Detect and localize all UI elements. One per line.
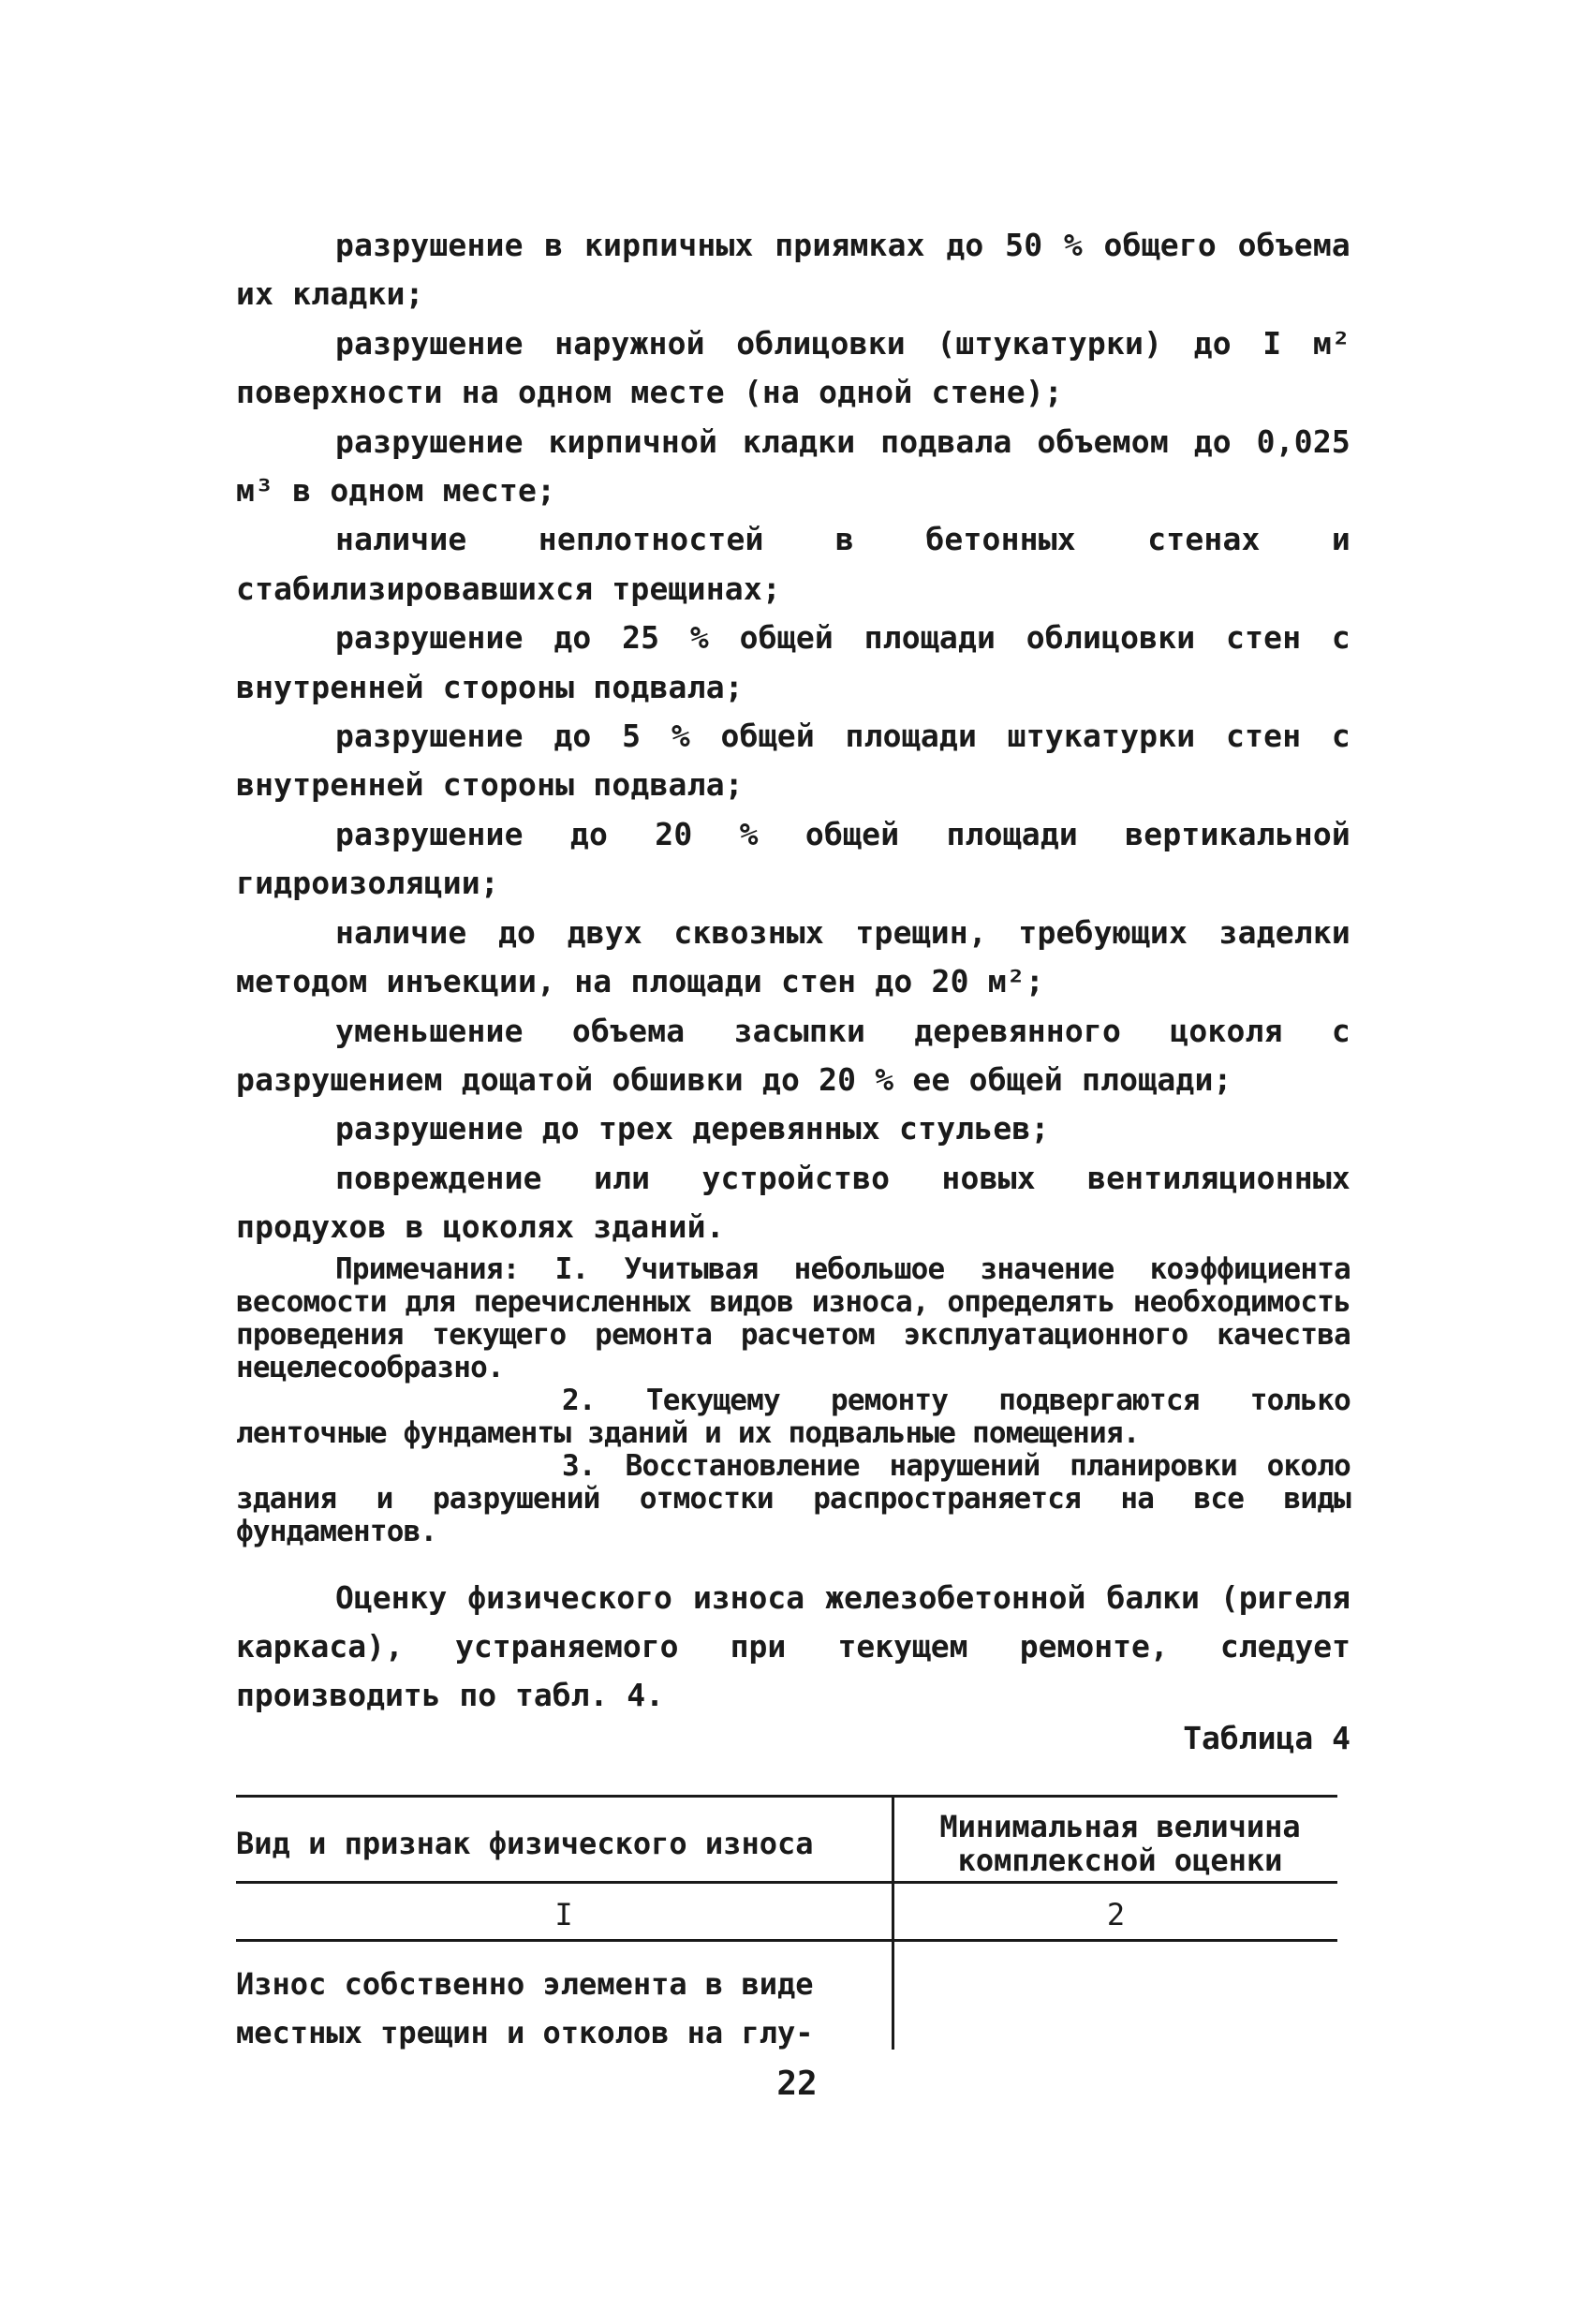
list-item: повреждение или устройство новых вентиляционных продухов в цоколях зданий. <box>236 1159 1350 1246</box>
table-row-1-col-1: Износ собственно элемента в виде местных трещин и отколов на глу- <box>236 1966 814 2050</box>
table-header-rule <box>236 1881 1337 1884</box>
list-block <box>236 221 1350 1252</box>
list-item: разрушение в кирпичных приямках до 50 % общего объема их кладки; <box>236 227 1350 313</box>
column-number-1: I <box>554 1897 573 1932</box>
list-item: разрушение кирпичной кладки подвала объемом до 0,025 м³ в одном месте; <box>236 422 1350 510</box>
list-item: разрушение до 20 % общей площади вертикальной гидроизоляции; <box>236 815 1350 902</box>
notes-block <box>236 1253 1350 1548</box>
table-title: Таблица 4 <box>1183 1720 1350 1756</box>
column-number-2: 2 <box>1106 1897 1126 1932</box>
list-item: разрушение до 25 % общей площади облицовки стен с внутренней стороны подвала; <box>236 619 1350 705</box>
list-item: наличие неплотностей в бетонных стенах и стабилизировавшихся трещинах; <box>236 521 1350 607</box>
note-2: 2. Текущему ремонту подвергаются только ленточные фундаменты зданий и их подвальные помещения. <box>236 1384 1350 1450</box>
page-number: 22 <box>776 2065 818 2103</box>
note-3: 3. Восстановление нарушений планировки около здания и разрушений отмостки распространяется на все виды фундаментов. <box>236 1449 1350 1548</box>
list-item: наличие до двух сквозных трещин, требующих заделки методом инъекции, на площади стен до 20 м²; <box>236 913 1350 1000</box>
note-1: Примечания: I. Учитывая небольшое значение коэффициента весомости для перечисленных видов износа, определять необходимость проведения текущего ремонта расчетом эксплуатационного качества нецелесообразно. <box>236 1252 1350 1384</box>
wear-table <box>236 1795 1337 2050</box>
table-reference-paragraph: Оценку физического износа железобетонной балки (ригеля каркаса), устраняемого при текущем ремонте, следует производить по табл. 4. <box>236 1579 1350 1713</box>
list-item: разрушение до 5 % общей площади штукатурки стен с внутренней стороны подвала; <box>236 718 1350 804</box>
list-item: разрушение до трех деревянных стульев; <box>335 1110 1050 1147</box>
table-top-rule <box>236 1795 1337 1798</box>
header-wear-type: Вид и признак физического износа <box>236 1826 814 1861</box>
header-min-score: Минимальная величина комплексной оценки <box>939 1809 1301 1878</box>
list-item: разрушение наружной облицовки (штукатурки) до I м² поверхности на одном месте (на одной стене); <box>236 324 1350 411</box>
table-number-rule <box>236 1939 1337 1942</box>
list-item: уменьшение объема засыпки деревянного цоколя с разрушением дощатой обшивки до 20 % ее общей площади; <box>236 1012 1350 1098</box>
